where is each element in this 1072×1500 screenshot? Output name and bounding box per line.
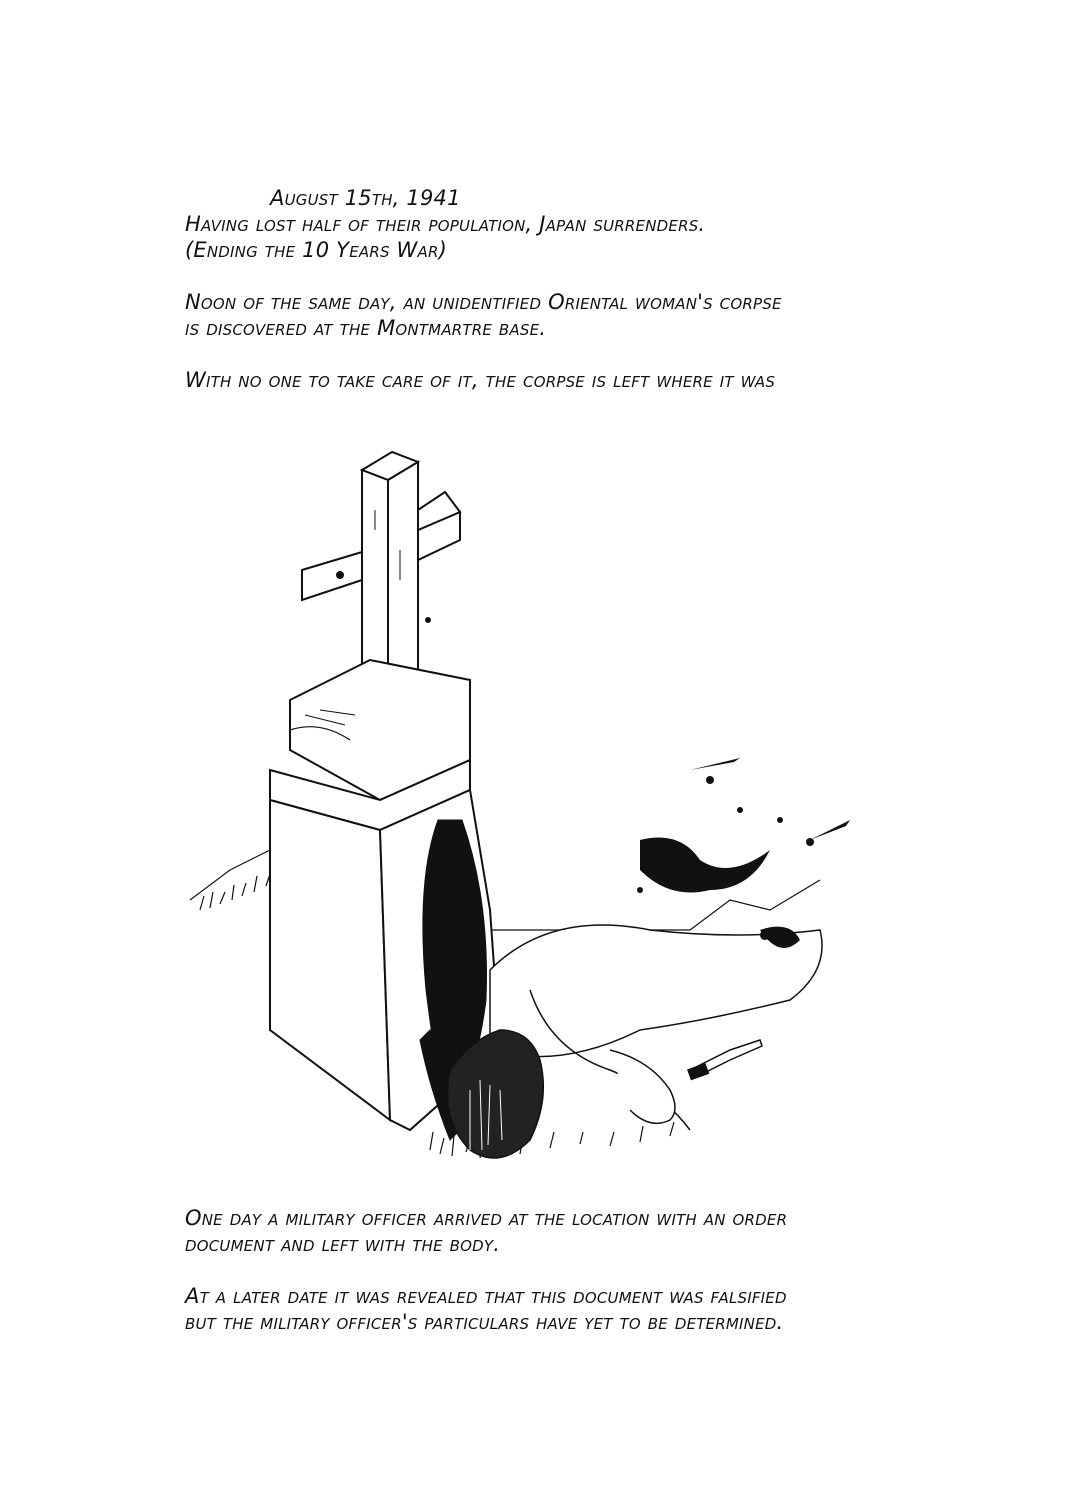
knife bbox=[688, 1040, 762, 1079]
caption-line: Noon of the same day, an unidentified Oriental woman's corpse bbox=[185, 290, 782, 314]
caption-date: August 15th, 1941 bbox=[270, 186, 461, 210]
caption-line: With no one to take care of it, the corpse is left where it was bbox=[185, 368, 776, 392]
top-caption bbox=[185, 185, 905, 393]
bottom-caption bbox=[185, 1205, 905, 1335]
blood-splatter bbox=[637, 758, 850, 948]
caption-line: document and left with the body. bbox=[185, 1232, 501, 1256]
caption-line: but the military officer's particulars have yet to be determined. bbox=[185, 1310, 784, 1334]
caption-line: Having lost half of their population, Japan surrenders. bbox=[185, 212, 706, 236]
caption-line: is discovered at the Montmartre base. bbox=[185, 316, 547, 340]
caption-line: At a later date it was revealed that this document was falsified bbox=[185, 1284, 787, 1308]
caption-line: One day a military officer arrived at the location with an order bbox=[185, 1206, 788, 1230]
figure bbox=[448, 925, 823, 1158]
grave-illustration bbox=[170, 430, 860, 1170]
caption-line: (Ending the 10 Years War) bbox=[185, 238, 447, 262]
